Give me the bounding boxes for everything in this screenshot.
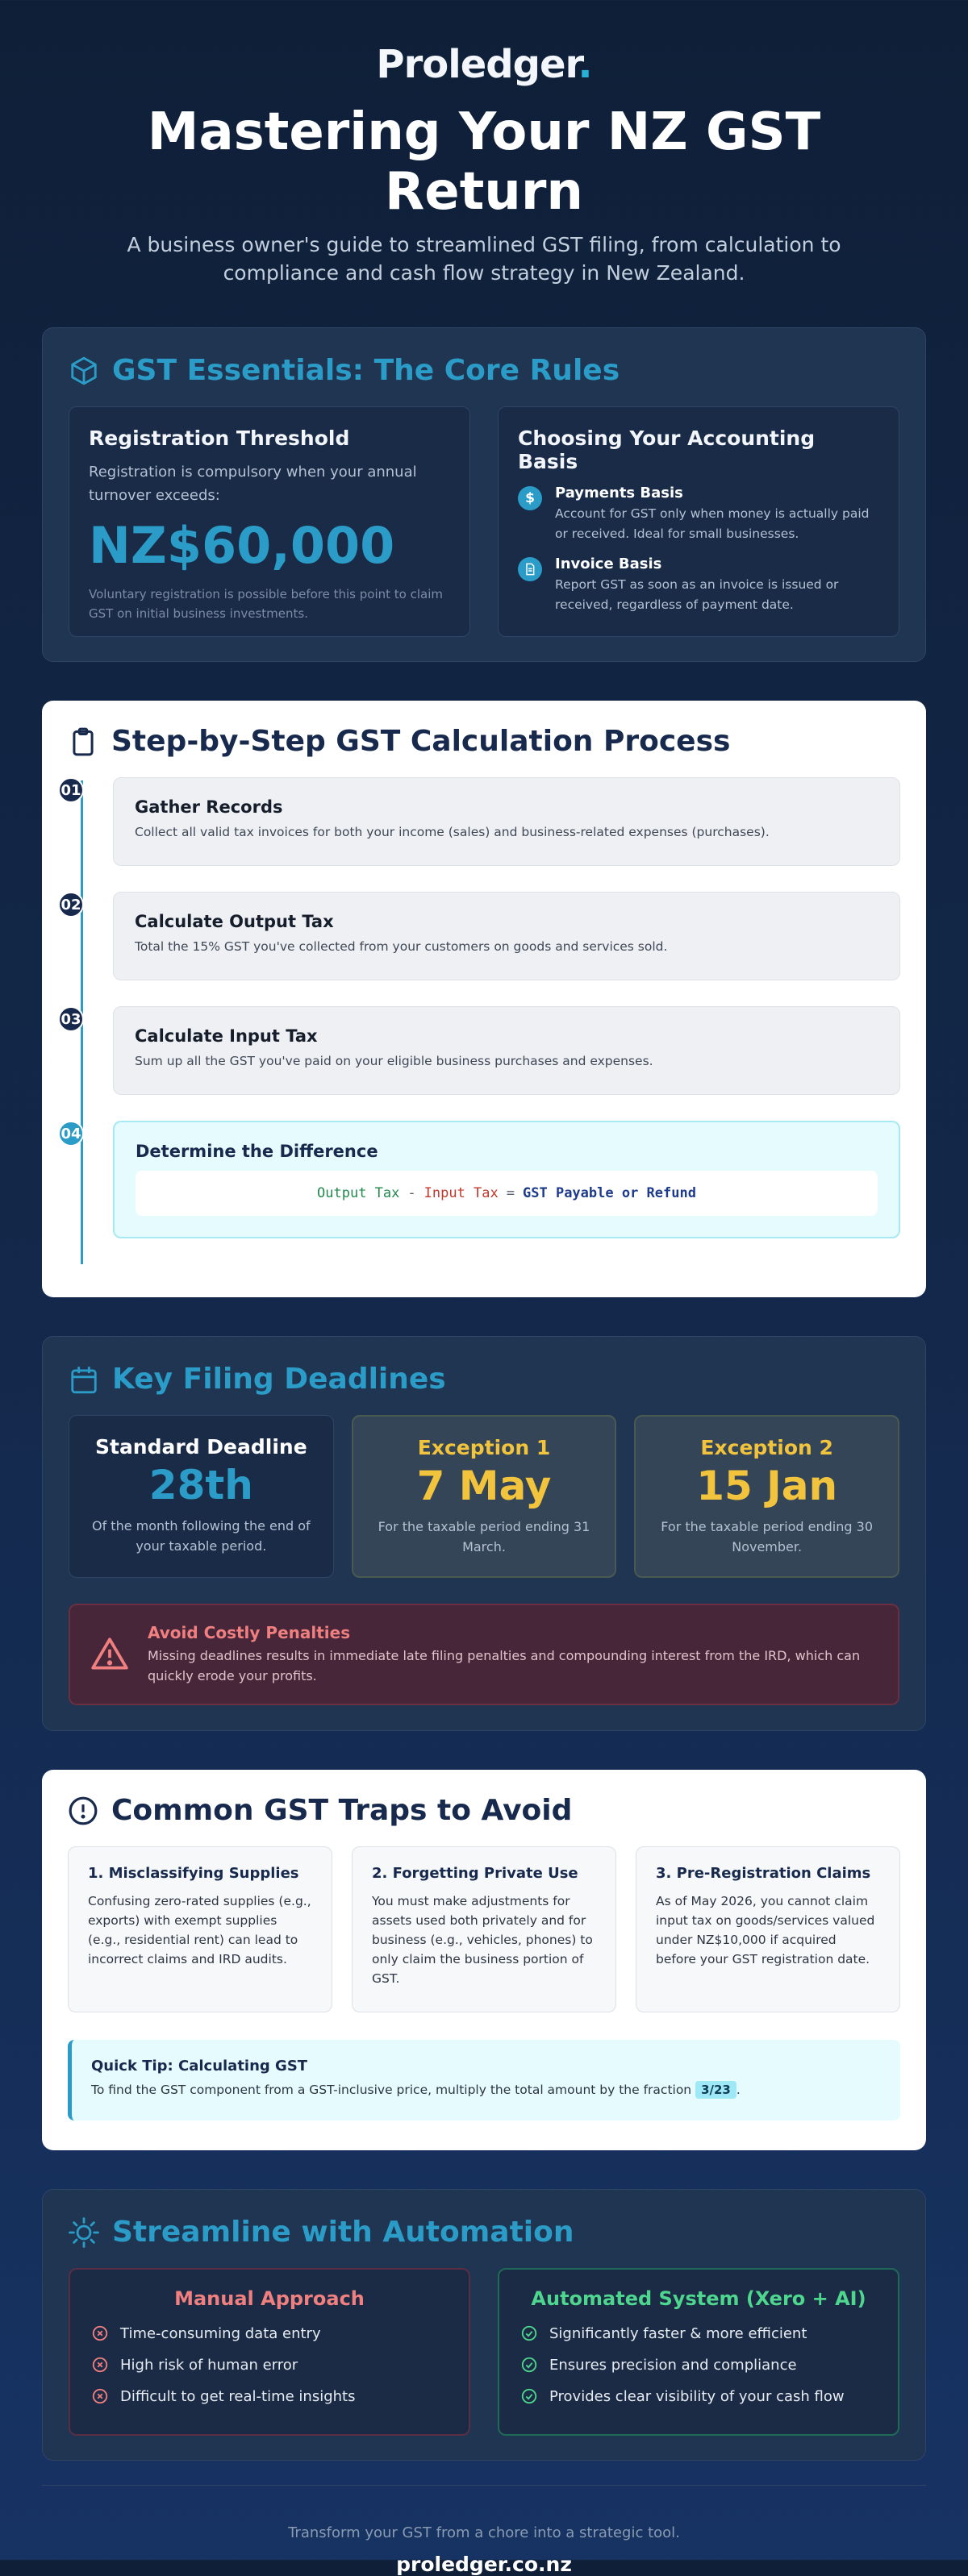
check-circle-icon [520,2356,538,2374]
step-item [60,777,900,866]
formula-result: GST Payable or Refund [523,1185,696,1202]
trap-card [352,1846,616,2012]
gst-traps-section [42,1770,926,2150]
section-heading [69,1363,899,1396]
step-title: Gather Records [135,797,283,818]
deadline-label: Standard Deadline [94,1435,307,1459]
section-heading [68,725,900,758]
logo-dot: . [578,42,592,87]
list-item [91,2387,448,2405]
section-title: Common GST Traps to Avoid [111,1794,573,1828]
section-heading [69,2216,899,2249]
formula-equals: = [506,1185,515,1202]
calculation-process-section [42,701,926,1297]
deadline-text: For the taxable period ending 30 November. [661,1519,873,1554]
step-number: 01 [58,777,84,803]
section-heading [68,1794,900,1827]
card-title: Manual Approach [174,2287,365,2311]
item-text: High risk of human error [120,2356,298,2374]
section-title: GST Essentials: The Core Rules [112,354,620,388]
page-footer [42,2485,926,2576]
document-icon [518,557,542,581]
steps-timeline [60,777,900,1238]
list-item [91,2324,448,2342]
basis-text: Report GST as soon as an invoice is issued or received, regardless of payment date. [555,576,839,612]
step-text: Sum up all the GST you've paid on your eligible business purchases and expenses. [135,1054,653,1069]
registration-threshold-card [69,406,470,637]
exception-2-card [634,1415,899,1578]
automation-section [42,2189,926,2461]
calendar-icon [69,1364,99,1395]
exception-1-card [352,1415,617,1578]
threshold-text: Registration is compulsory when your annual turnover exceeds: [89,464,417,504]
deadline-text: Of the month following the end of your taxable period. [91,1518,311,1554]
basis-label: Invoice Basis [555,555,662,572]
trap-text: Confusing zero-rated supplies (e.g., exports) with exempt supplies (e.g., residential rent) can lead to incorrect claims and IRD audits. [88,1894,311,1967]
list-item [520,2387,877,2405]
alert-text: Missing deadlines results in immediate late filing penalties and compounding interest from the IRD, which can quickly erode your profits. [148,1647,861,1684]
formula-input-tax: Input Tax [424,1185,499,1202]
section-title: Streamline with Automation [112,2216,574,2249]
deadline-value: 7 May [416,1463,552,1510]
filing-deadlines-section [42,1336,926,1731]
card-title: Automated System (Xero + AI) [531,2287,866,2311]
logo-text: Proledger [376,42,578,87]
trap-text: As of May 2026, you cannot claim input tax on goods/services valued under NZ$10,000 if acquired before your GST registration date. [656,1894,875,1967]
warning-triangle-icon [90,1634,130,1675]
basis-text: Account for GST only when money is actually paid or received. Ideal for small businesses. [555,506,870,541]
step-title: Determine the Difference [136,1142,378,1162]
threshold-note: Voluntary registration is possible before this point to claim GST on initial business investments. [89,586,443,621]
step-text: Total the 15% GST you've collected from your customers on goods and services sold. [135,939,668,955]
x-circle-icon [91,2356,109,2374]
step-title: Calculate Input Tax [135,1026,318,1047]
sun-gear-icon [69,2217,99,2248]
tip-end: . [736,2083,741,2098]
step-title: Calculate Output Tax [135,912,334,932]
section-title: Key Filing Deadlines [112,1363,446,1396]
step-number: 03 [58,1006,84,1032]
list-item [520,2324,877,2342]
list-item [91,2356,448,2374]
item-text: Significantly faster & more efficient [549,2324,807,2342]
card-heading: Choosing Your Accounting Basis [518,427,816,474]
gst-essentials-section [42,327,926,662]
formula-minus: - [407,1185,416,1202]
step-number: 02 [58,892,84,918]
dollar-icon: $ [518,486,542,510]
x-circle-icon [91,2324,109,2342]
gst-formula [136,1171,878,1216]
threshold-amount: NZ$60,000 [89,515,395,575]
page-subtitle: A business owner's guide to streamlined GST filing, from calculation to compliance and cash flow strategy in New Zealand. [127,233,841,285]
exclamation-circle-icon [68,1796,98,1826]
automated-system-card [498,2268,899,2436]
quick-tip [68,2040,900,2120]
page-title: Mastering Your NZ GST Return [147,102,821,222]
trap-title: 2. Forgetting Private Use [372,1865,578,1883]
trap-card [68,1846,332,2012]
page-header [42,0,926,287]
basis-label: Payments Basis [555,485,683,502]
item-text: Difficult to get real-time insights [120,2387,356,2405]
standard-deadline-card [69,1415,334,1578]
section-heading [69,354,899,387]
payments-basis-item [518,485,879,544]
tip-text: To find the GST component from a GST-inclusive price, multiply the total amount by the fraction [91,2083,692,2098]
trap-title: 1. Misclassifying Supplies [88,1865,299,1883]
brand-logo [42,42,926,87]
formula-output-tax: Output Tax [317,1185,400,1202]
trap-title: 3. Pre-Registration Claims [656,1865,871,1883]
tip-title: Quick Tip: Calculating GST [91,2058,308,2075]
x-circle-icon [91,2387,109,2405]
invoice-basis-item [518,556,879,615]
footer-url-link[interactable]: proledger.co.nz [396,2553,572,2576]
check-circle-icon [520,2387,538,2405]
step-item [60,1006,900,1095]
step-text: Collect all valid tax invoices for both your income (sales) and business-related expenses (purchases). [135,825,770,840]
step-number: 04 [58,1121,84,1147]
deadline-label: Exception 2 [700,1436,833,1460]
item-text: Time-consuming data entry [120,2324,321,2342]
accounting-basis-card [498,406,899,637]
section-title: Step-by-Step GST Calculation Process [111,725,731,759]
tip-fraction: 3/23 [695,2081,736,2099]
deadline-value: 15 Jan [696,1463,838,1510]
card-heading: Registration Threshold [89,427,350,451]
tip-body [91,2081,881,2099]
deadline-label: Exception 1 [417,1436,551,1460]
alert-title: Avoid Costly Penalties [148,1622,351,1642]
footer-tagline: Transform your GST from a chore into a strategic tool. [288,2524,680,2542]
manual-approach-card [69,2268,470,2436]
trap-text: You must make adjustments for assets used both privately and for business (e.g., vehicles, phones) to only claim the business portion of GST. [372,1894,593,1987]
item-text: Ensures precision and compliance [549,2356,797,2374]
deadline-value: 28th [148,1462,253,1509]
cube-icon [69,356,99,386]
step-item [60,1121,900,1238]
trap-card [636,1846,900,2012]
clipboard-icon [68,726,98,757]
list-item [520,2356,877,2374]
check-circle-icon [520,2324,538,2342]
step-item [60,892,900,980]
deadline-text: For the taxable period ending 31 March. [378,1519,590,1554]
penalty-alert [69,1604,899,1705]
item-text: Provides clear visibility of your cash flow [549,2387,845,2405]
